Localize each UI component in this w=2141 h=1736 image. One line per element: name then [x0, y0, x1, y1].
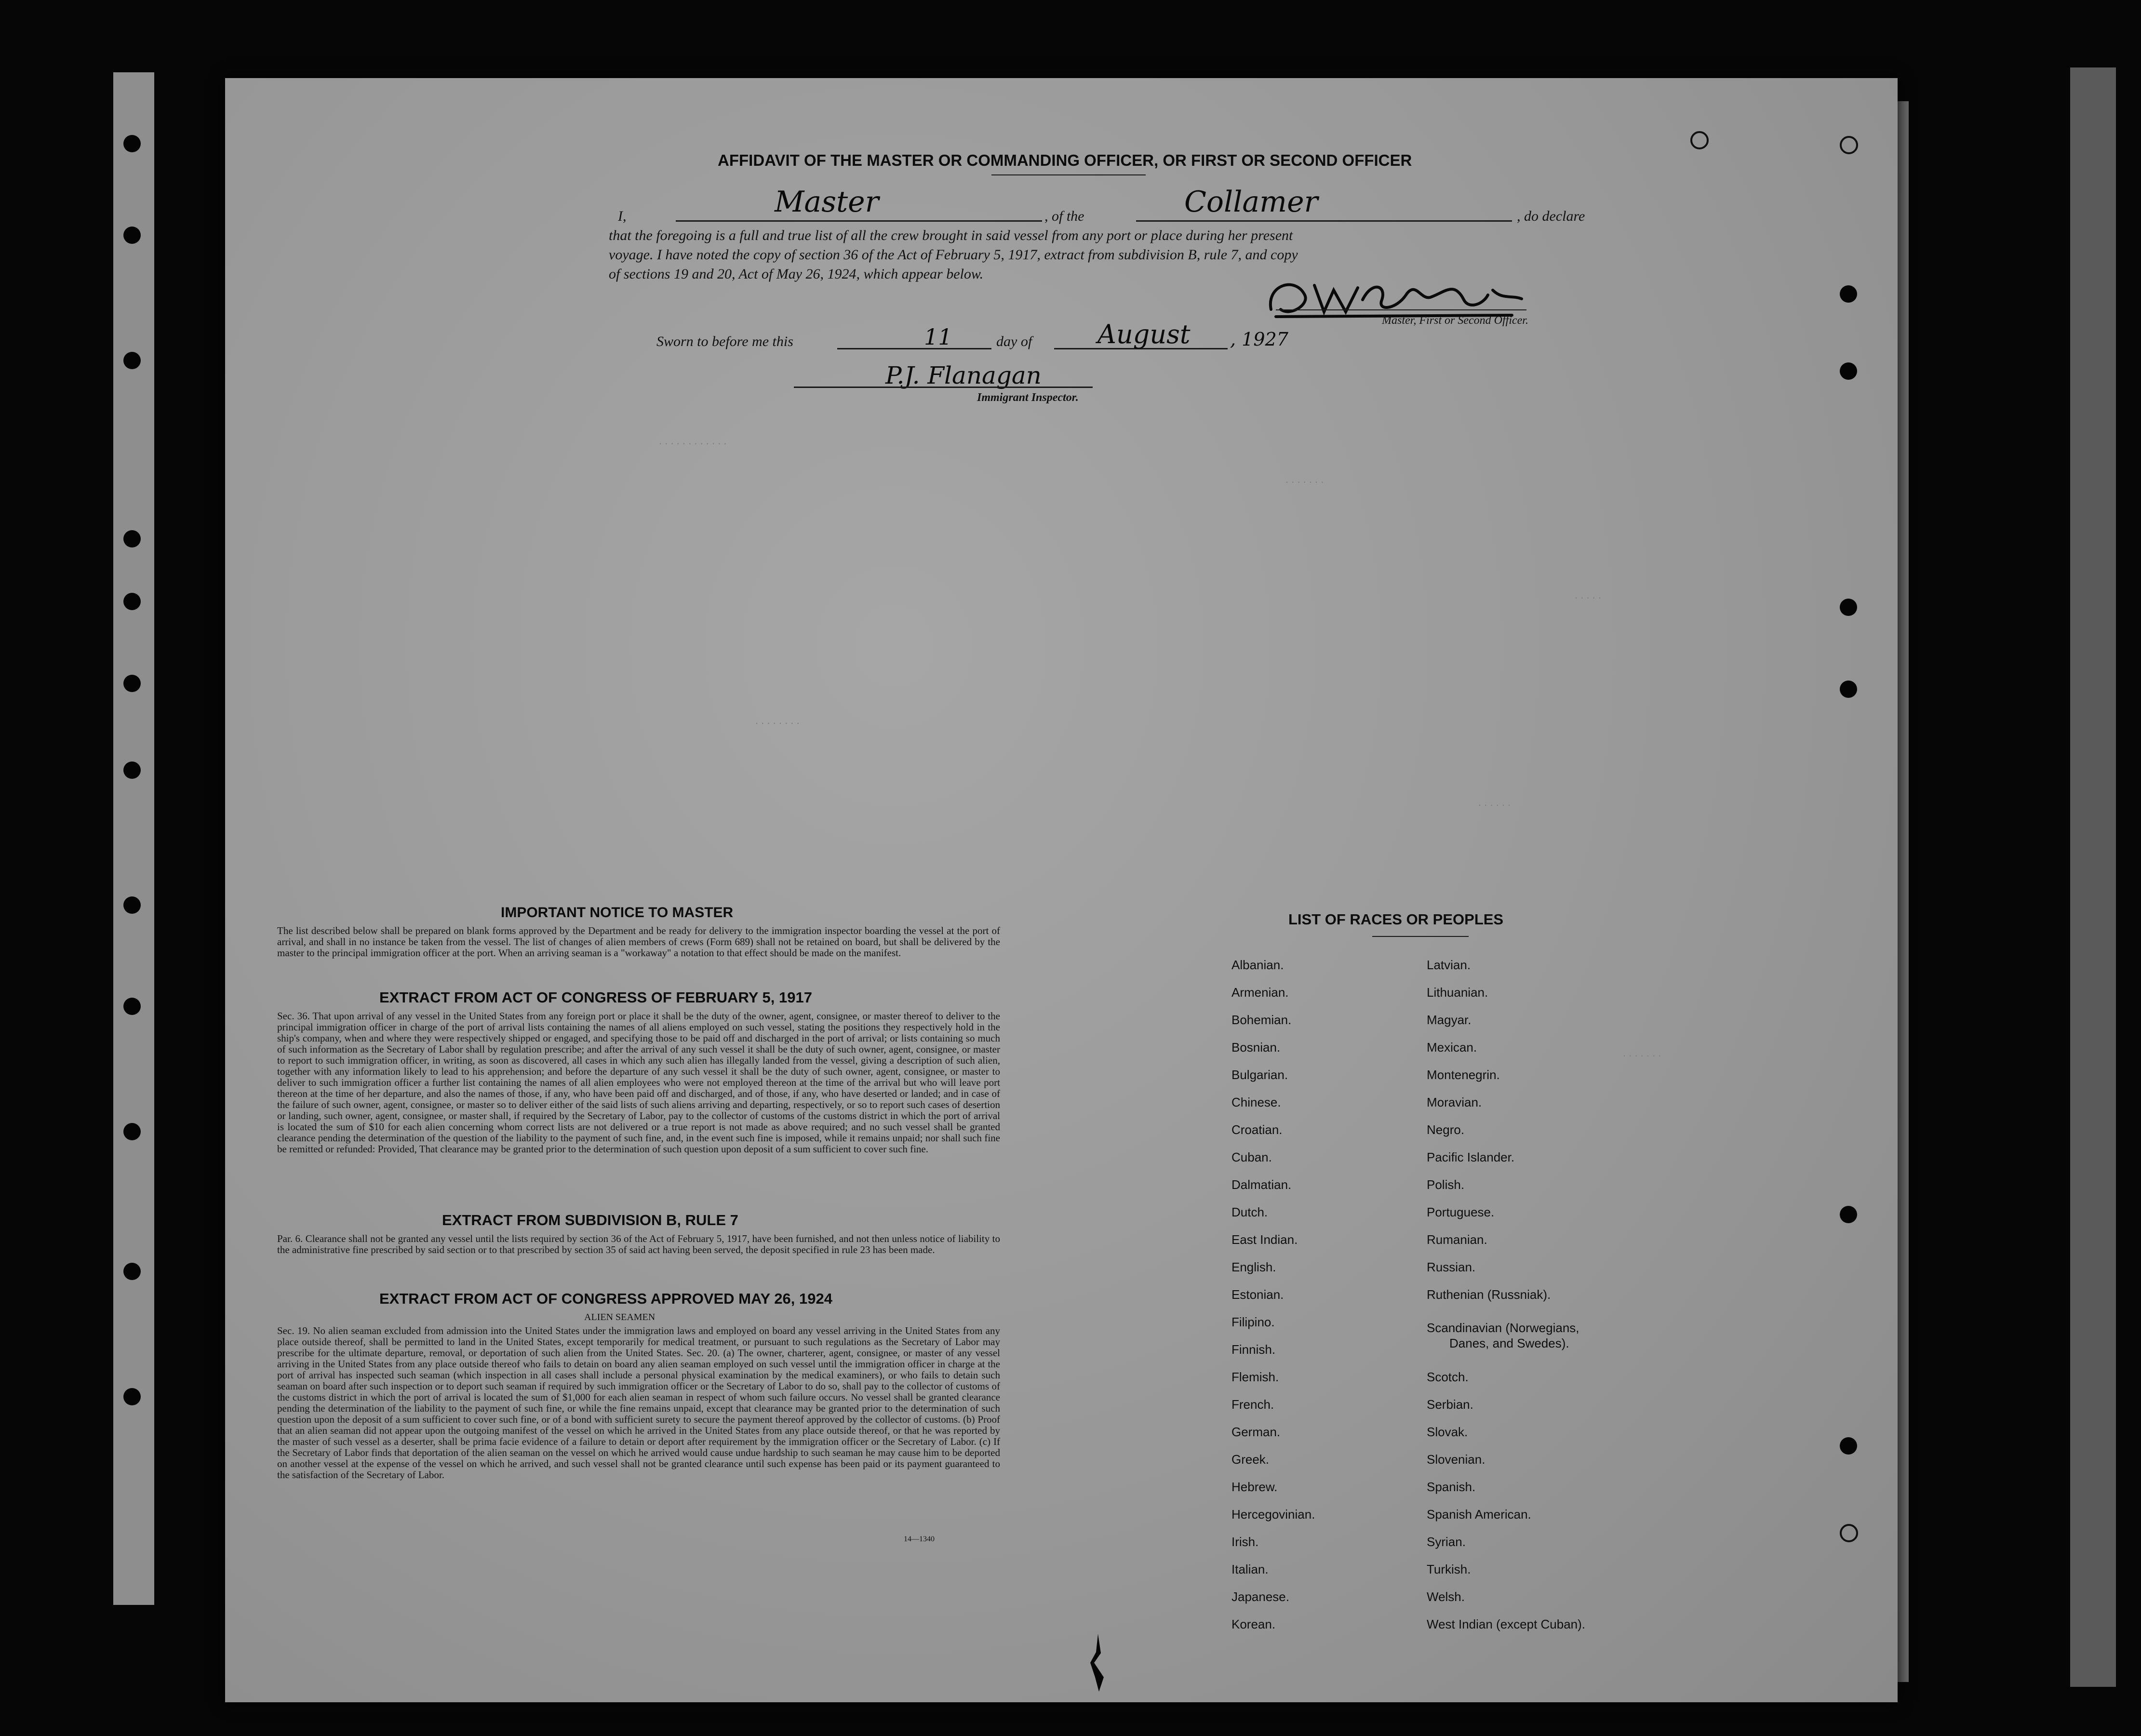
sworn-year: , 1927	[1230, 329, 1288, 350]
race-item: Italian.	[1231, 1562, 1269, 1576]
race-item: Spanish.	[1427, 1480, 1476, 1494]
race-item: Chinese.	[1231, 1095, 1281, 1109]
race-item: Irish.	[1231, 1535, 1259, 1549]
affidavit-i: I,	[618, 208, 627, 224]
race-item: German.	[1231, 1425, 1281, 1439]
race-item: Slovenian.	[1427, 1452, 1485, 1467]
punch-hole	[1840, 1437, 1857, 1455]
right-film-strip	[2070, 67, 2116, 1687]
punch-hole	[1840, 599, 1857, 616]
races-title-rule	[1372, 936, 1469, 937]
punch-hole	[123, 530, 141, 548]
punch-hole	[123, 135, 141, 152]
punch-hole	[1840, 136, 1858, 154]
affidavit-title-rule	[991, 174, 1146, 175]
race-item: Bulgarian.	[1231, 1068, 1288, 1082]
bleed-through-text: . . . . . .	[1478, 796, 1511, 808]
race-item: Japanese.	[1231, 1589, 1289, 1604]
punch-hole	[123, 1123, 141, 1140]
inspector-signature-line	[794, 387, 1093, 388]
left-film-strip	[113, 72, 154, 1605]
race-item: Cuban.	[1231, 1150, 1272, 1164]
affidavit-title: AFFIDAVIT OF THE MASTER OR COMMANDING OFFICER, OR FIRST OR SECOND OFFICER	[718, 151, 1412, 169]
race-item: Dutch.	[1231, 1205, 1268, 1219]
race-item: Finnish.	[1231, 1342, 1276, 1357]
extract-1917-title: EXTRACT FROM ACT OF CONGRESS OF FEBRUARY 5, 1917	[379, 989, 812, 1006]
vessel-name-line	[1136, 220, 1512, 222]
race-item: Syrian.	[1427, 1535, 1466, 1549]
bleed-through-text: . . . . . . .	[1285, 473, 1324, 485]
sworn-text: Sworn to before me this	[656, 334, 793, 349]
punch-hole	[123, 896, 141, 914]
punch-hole	[123, 761, 141, 779]
affidavit-of-the: , of the	[1044, 208, 1084, 224]
officer-title-line	[676, 220, 1042, 222]
punch-hole	[123, 1388, 141, 1405]
race-item: Serbian.	[1427, 1397, 1473, 1412]
race-item: Greek.	[1231, 1452, 1270, 1467]
race-item: Russian.	[1427, 1260, 1476, 1274]
race-item: Negro.	[1427, 1122, 1465, 1137]
race-item: Hebrew.	[1231, 1480, 1278, 1494]
punch-hole	[123, 227, 141, 244]
race-item: English.	[1231, 1260, 1276, 1274]
race-item: Bosnian.	[1231, 1040, 1281, 1055]
punch-hole	[1840, 1524, 1858, 1542]
race-item: Ruthenian (Russniak).	[1427, 1287, 1551, 1302]
extract-1924-title: EXTRACT FROM ACT OF CONGRESS APPROVED MAY 26, 1924	[379, 1290, 832, 1307]
race-item: Mexican.	[1427, 1040, 1477, 1055]
race-item: Filipino.	[1231, 1315, 1275, 1329]
master-signature-caption: Master, First or Second Officer.	[1382, 314, 1528, 327]
race-item: Turkish.	[1427, 1562, 1471, 1576]
form-number: 14—1340	[904, 1535, 935, 1543]
extract-rule7-body: Par. 6. Clearance shall not be granted any vessel until the lists required by section 36 of the Act of February 5, 1917, have been furnished, and not then unless notice of liability to the administrative fine prescribed by said section or to that prescribed by section 35 of said act having been served, the deposit specified in rule 23 has been made.	[277, 1233, 1000, 1255]
race-item: Welsh.	[1427, 1589, 1465, 1604]
punch-hole	[123, 352, 141, 369]
race-item: Korean.	[1231, 1617, 1276, 1631]
race-item: Moravian.	[1427, 1095, 1482, 1109]
extract-1917-body: Sec. 36. That upon arrival of any vessel in the United States from any foreign port or place it shall be the duty of the owner, agent, consignee, or master thereof to deliver to the principal immigration officer in charge of the port of arrival lists containing the names of all aliens employed on such vessel, stating the positions they respectively hold in the ship's company, when and where they were respectively shipped or engaged, and specifying those to be paid off and discharged in the port of arrival; or lists containing so much of such information as the Secretary of Labor shall by regulation prescribe; and after the arrival of any such vessel it shall be the duty of such owner, agent, consignee, or master to report to such immigration officer, in writing, as soon as discovered, all cases in which any such alien has illegally landed from the vessel, giving a description of such alien, together with any information likely to lead to his apprehension; and before the departure of any such vessel it shall be the duty of such owner, agent, consignee, or master to deliver to such immigration officer a further list containing the names of all alien employees who were not employed thereon at the time of the arrival but who will leave port thereon at the time of her departure, and also the names of those, if any, who have been paid off and discharged, and of those, if any, who have deserted or landed; and in case of the failure of such owner, agent, consignee, or master so to deliver either of the said lists of such aliens arriving and departing, respectively, or so to report such cases of desertion or landing, such owner, agent, consignee, or master shall, if required by the Secretary of Labor, pay to the collector of customs of the customs district in which the port of arrival is located the sum of $10 for each alien concerning whom correct lists are not delivered or a true report is not made as above required; and no such vessel shall be granted clearance pending the determination of the question of the liability to the payment of such fine, and, in the event such fine is imposed, while it remains unpaid; nor shall such fine be remitted or refunded: Provided, That clearance may be granted prior to the determination of such question upon deposit of a sum sufficient to cover such fine.	[277, 1010, 1000, 1155]
race-item: Magyar.	[1427, 1013, 1472, 1027]
race-item: Latvian.	[1427, 958, 1471, 972]
race-item: Estonian.	[1231, 1287, 1284, 1302]
race-item: Flemish.	[1231, 1370, 1279, 1384]
sworn-month-handwritten: August	[1097, 319, 1191, 349]
extract-1924-body: Sec. 19. No alien seaman excluded from admission into the United States under the immigration laws and employed on board any vessel arriving in the United States from any place outside thereof, shall be permitted to land in the United States, except temporarily for medical treatment, or pursuant to such regulations as the Secretary of Labor may prescribe for the ultimate departure, removal, or deportation of such alien from the United States. Sec. 20. (a) The owner, charterer, agent, consignee, or master of any vessel arriving in the United States from any place outside thereof who fails to detain on board any alien seaman employed on such vessel until the immigration officer in charge at the port of arrival has inspected such seaman (which inspection in all cases shall include a personal physical examination by the medical examiners), or who fails to detain such seaman on board after such inspection or to deport such seaman if required by such immigration officer or the Secretary of Labor to do so, shall pay to the collector of customs of the customs district in which the port of arrival is located the sum of $1,000 for each alien seaman in respect of whom such failure occurs. No vessel shall be granted clearance pending the determination of the liability to the payment of such fine, or while the fine remains unpaid, except that clearance may be granted prior to the determination of such question upon the deposit of a sum sufficient to cover such fine, or of a bond with sufficient surety to secure the payment thereof approved by the collector of customs. (b) Proof that an alien seaman did not appear upon the outgoing manifest of the vessel on which he arrived in the United States from any place outside thereof, or that he was reported by the master of such vessel as a deserter, shall be prima facie evidence of a failure to detain or deport after requirement by the immigration officer or the Secretary of Labor. (c) If the Secretary of Labor finds that deportation of the alien seaman on the vessel on which he arrived would cause undue hardship to such seaman he may cause him to be deported on another vessel at the expense of the vessel on which he arrived, and such vessel shall not be granted clearance until such expense has been paid or its payment guaranteed to the satisfaction of the Secretary of Labor.	[277, 1325, 1000, 1481]
race-item: Scandinavian (Norwegians,	[1427, 1321, 1579, 1335]
race-item: Spanish American.	[1427, 1507, 1531, 1522]
race-item: Albanian.	[1231, 958, 1284, 972]
race-item: Hercegovinian.	[1231, 1507, 1315, 1522]
punch-hole	[1840, 285, 1857, 303]
race-item: Lithuanian.	[1427, 985, 1488, 1000]
sworn-day-line	[837, 348, 991, 349]
sworn-day-of: day of	[996, 334, 1032, 349]
document-page	[225, 78, 1898, 1702]
notice-body: The list described below shall be prepared on blank forms approved by the Department and be ready for delivery to the immigration inspector boarding the vessel at the port of arrival, and shall in no instance be taken from the vessel. The list of changes of alien members of crews (Form 689) shall not be retained on board, but shall be delivered by the master to the principal immigration officer at the port. When an arriving seaman is a "workaway" a notation to that effect should be made on the manifest.	[277, 925, 1000, 959]
punch-hole	[1840, 681, 1857, 698]
extract-1924-subtitle: ALIEN SEAMEN	[584, 1312, 656, 1322]
extract-rule7-title: EXTRACT FROM SUBDIVISION B, RULE 7	[442, 1212, 738, 1229]
punch-hole	[1840, 1206, 1857, 1223]
race-item: Armenian.	[1231, 985, 1289, 1000]
punch-hole	[123, 1263, 141, 1280]
officer-title-handwritten: Master	[775, 185, 879, 219]
punch-hole	[123, 593, 141, 610]
affidavit-line-2: that the foregoing is a full and true list of all the crew brought in said vessel from any port or place during her present	[609, 227, 1293, 243]
race-item: East Indian.	[1231, 1232, 1298, 1247]
race-item: Croatian.	[1231, 1122, 1283, 1137]
punch-hole	[123, 998, 141, 1015]
race-item: Polish.	[1427, 1177, 1465, 1192]
race-item: Portuguese.	[1427, 1205, 1495, 1219]
paper-tear-mark	[1084, 1634, 1113, 1692]
race-item: Rumanian.	[1427, 1232, 1487, 1247]
race-item: French.	[1231, 1397, 1274, 1412]
sworn-day-handwritten: 11	[924, 324, 952, 350]
vessel-name-handwritten: Collamer	[1184, 185, 1318, 219]
punch-hole	[1690, 131, 1709, 149]
affidavit-declare: , do declare	[1517, 208, 1585, 224]
race-item: West Indian (except Cuban).	[1427, 1617, 1586, 1631]
race-item: Dalmatian.	[1231, 1177, 1292, 1192]
races-title: LIST OF RACES OR PEOPLES	[1288, 911, 1504, 928]
race-item: Danes, and Swedes).	[1449, 1336, 1569, 1350]
race-item: Scotch.	[1427, 1370, 1469, 1384]
bleed-through-text: . . . . . . . . . . . .	[659, 435, 727, 447]
master-signature-line	[1276, 309, 1526, 310]
bleed-through-text: . . . . .	[1575, 589, 1602, 601]
race-item: Pacific Islander.	[1427, 1150, 1515, 1164]
inspector-signature: P.J. Flanagan	[885, 361, 1042, 389]
affidavit-line-3: voyage. I have noted the copy of section 36 of the Act of February 5, 1917, extract from subdivision B, rule 7, and copy	[609, 247, 1298, 263]
bleed-through-text: . . . . . . . .	[755, 714, 800, 726]
affidavit-line-4: of sections 19 and 20, Act of May 26, 1924, which appear below.	[609, 266, 984, 282]
punch-hole	[123, 675, 141, 692]
punch-hole	[1840, 362, 1857, 380]
race-item: Montenegrin.	[1427, 1068, 1500, 1082]
notice-title: IMPORTANT NOTICE TO MASTER	[501, 905, 734, 921]
inspector-caption: Immigrant Inspector.	[977, 391, 1079, 404]
bleed-through-text: . . . . . . .	[1623, 1047, 1661, 1059]
race-item: Slovak.	[1427, 1425, 1468, 1439]
race-item: Bohemian.	[1231, 1013, 1292, 1027]
